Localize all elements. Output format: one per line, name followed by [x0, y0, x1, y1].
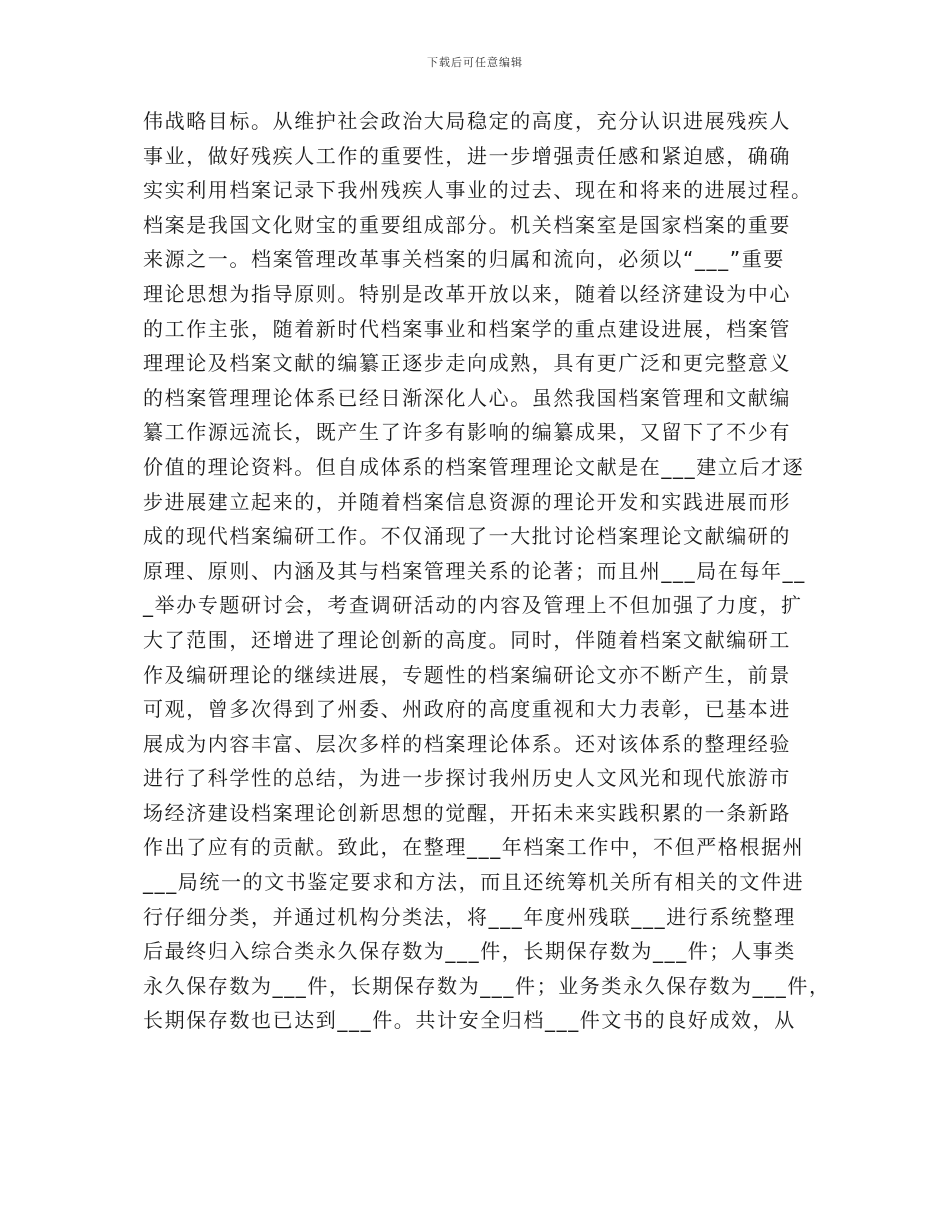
- text-line: 步进展建立起来的，并随着档案信息资源的理论开发和实践进展而形: [143, 489, 791, 514]
- text-line: 场经济建设档案理论创新思想的觉醒，开拓未来实践积累的一条新路: [143, 800, 791, 825]
- text-line: 的工作主张，随着新时代档案事业和档案学的重点建设进展，档案管: [143, 316, 791, 341]
- text-line: ___局统一的文书鉴定要求和方法，而且还统筹机关所有相关的文件进: [143, 870, 805, 895]
- text-line: 档案是我国文化财宝的重要组成部分。机关档案室是国家档案的重要: [143, 212, 791, 237]
- text-line: 理论思想为指导原则。特别是改革开放以来，随着以经济建设为中心: [143, 281, 791, 306]
- text-line: 的档案管理理论体系已经日渐深化人心。虽然我国档案管理和文献编: [143, 385, 791, 410]
- text-line: 展成为内容丰富、层次多样的档案理论体系。还对该体系的整理经验: [143, 731, 791, 756]
- text-line: _举办专题研讨会，考查调研活动的内容及管理上不但加强了力度，扩: [143, 593, 803, 618]
- text-line: 大了范围，还增进了理论创新的高度。同时，伴随着档案文献编研工: [143, 627, 791, 652]
- text-line: 伟战略目标。从维护社会政治大局稳定的高度，充分认识进展残疾人: [143, 109, 791, 133]
- text-line: 行仔细分类，并通过机构分类法，将___年度州残联___进行系统整理: [143, 904, 796, 929]
- text-line: 可观，曾多次得到了州委、州政府的高度重视和大力表彰，已基本进: [143, 697, 791, 722]
- text-line: 作出了应有的贡献。致此，在整理___年档案工作中，不但严格根据州: [143, 835, 805, 860]
- text-line: 长期保存数也已达到___件。共计安全归档___件文书的良好成效，从: [143, 1008, 796, 1033]
- text-line: 来源之一。档案管理改革事关档案的归属和流向，必须以“___”重要: [143, 247, 785, 272]
- text-line: 进行了科学性的总结，为进一步探讨我州历史人文风光和现代旅游市: [143, 766, 791, 791]
- text-line: 实实利用档案记录下我州残疾人事业的过去、现在和将来的进展过程。: [143, 178, 813, 203]
- text-line: 作及编研理论的继续进展，专题性的档案编研论文亦不断产生，前景: [143, 662, 791, 687]
- text-line: 成的现代档案编研工作。不仅涌现了一大批讨论档案理论文献编研的: [143, 524, 791, 549]
- text-line: 原理、原则、内涵及其与档案管理关系的论著；而且州___局在每年__: [143, 558, 806, 583]
- text-line: 永久保存数为___件，长期保存数为___件；业务类永久保存数为___件，: [143, 973, 831, 998]
- text-line: 事业，做好残疾人工作的重要性，进一步增强责任感和紧迫感，确确: [143, 143, 791, 168]
- text-line: 价值的理论资料。但自成体系的档案管理理论文献是在___建立后才逐: [143, 454, 805, 479]
- text-line: 纂工作源远流长，既产生了许多有影响的编纂成果，又留下了不少有: [143, 420, 791, 445]
- page-header: 下载后可任意编辑: [427, 56, 523, 69]
- document-body: [143, 104, 831, 1038]
- text-line: 理理论及档案文献的编纂正逐步走向成熟，具有更广泛和更完整意义: [143, 351, 791, 376]
- text-line: 后最终归入综合类永久保存数为___件，长期保存数为___件；人事类: [143, 939, 796, 964]
